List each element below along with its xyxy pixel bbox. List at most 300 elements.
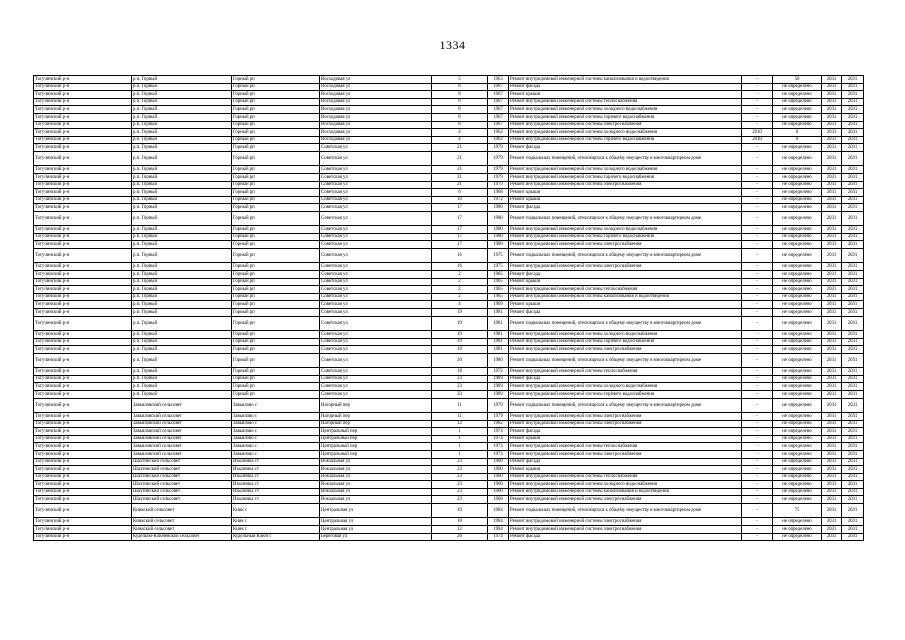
plan-start-cell: 2031 — [822, 473, 842, 481]
municipality-cell: р.п. Горный — [132, 241, 232, 249]
work-type-cell: Ремонт внутридомовой инженерной системы горячего водоснабжения — [509, 390, 742, 398]
settlement-cell: Горный рп — [232, 151, 320, 165]
district-cell: Тогучинский р-н — [34, 204, 132, 212]
last-repair-year-cell: - — [742, 331, 773, 339]
district-cell: Тогучинский р-н — [34, 375, 132, 383]
wear-percent-cell: не определено — [773, 316, 822, 330]
plan-start-cell: 2031 — [822, 211, 842, 225]
build-year-cell: 1981 — [488, 346, 509, 354]
work-type-cell: Ремонт внутридомовой инженерной системы электроснабжения — [509, 346, 742, 354]
house-number-cell: 23 — [432, 458, 488, 466]
street-cell: Советская ул — [320, 249, 432, 263]
plan-end-cell: 2031 — [842, 338, 864, 346]
wear-percent-cell: не определено — [773, 263, 822, 271]
plan-start-cell: 2031 — [822, 533, 842, 541]
last-repair-year-cell: - — [742, 443, 773, 451]
build-year-cell: 1960 — [488, 458, 509, 466]
district-cell: Тогучинский р-н — [34, 466, 132, 474]
wear-percent-cell: не определено — [773, 211, 822, 225]
last-repair-year-cell: - — [742, 496, 773, 504]
district-cell: Тогучинский р-н — [34, 249, 132, 263]
table-row — [34, 106, 864, 114]
table-row — [34, 466, 864, 474]
district-cell: Тогучинский р-н — [34, 166, 132, 174]
last-repair-year-cell: - — [742, 353, 773, 367]
last-repair-year-cell: - — [742, 151, 773, 165]
settlement-cell: Горный рп — [232, 233, 320, 241]
municipality-cell: р.п. Горный — [132, 338, 232, 346]
district-cell: Тогучинский р-н — [34, 286, 132, 294]
street-cell: Советская ул — [320, 196, 432, 204]
municipality-cell: р.п. Горный — [132, 271, 232, 279]
work-type-cell: Ремонт внутридомовой инженерной системы холодного водоснабжения — [509, 331, 742, 339]
plan-start-cell: 2031 — [822, 435, 842, 443]
work-type-cell: Ремонт фасада — [509, 144, 742, 152]
plan-start-cell: 2031 — [822, 106, 842, 114]
street-cell: Советская ул — [320, 241, 432, 249]
work-type-cell: Ремонт фасада — [509, 533, 742, 541]
plan-end-cell: 2031 — [842, 241, 864, 249]
table-row — [34, 518, 864, 526]
table-row — [34, 91, 864, 99]
build-year-cell: 1979 — [488, 412, 509, 420]
wear-percent-cell: не определено — [773, 278, 822, 286]
street-cell: Советская ул — [320, 368, 432, 376]
house-number-cell: 19 — [432, 338, 488, 346]
last-repair-year-cell: - — [742, 346, 773, 354]
settlement-cell: Горный рп — [232, 301, 320, 309]
wear-percent-cell: не определено — [773, 481, 822, 489]
district-cell: Тогучинский р-н — [34, 504, 132, 518]
settlement-cell: Горный рп — [232, 129, 320, 137]
wear-percent-cell: не определено — [773, 121, 822, 129]
work-type-cell: Ремонт подвальных помещений, относящихся к общему имуществу в многоквартирном доме — [509, 151, 742, 165]
work-type-cell: Ремонт внутридомовой инженерной системы электроснабжения — [509, 450, 742, 458]
plan-start-cell: 2031 — [822, 488, 842, 496]
plan-end-cell: 2031 — [842, 488, 864, 496]
house-number-cell: 2 — [432, 271, 488, 279]
settlement-cell: Горный рп — [232, 309, 320, 317]
plan-end-cell: 2031 — [842, 331, 864, 339]
settlement-cell: Горный рп — [232, 144, 320, 152]
plan-end-cell: 2031 — [842, 458, 864, 466]
district-cell: Тогучинский р-н — [34, 121, 132, 129]
street-cell: Вокзальная ул — [320, 488, 432, 496]
municipality-cell: р.п. Горный — [132, 249, 232, 263]
plan-end-cell: 2031 — [842, 375, 864, 383]
municipality-cell: р.п. Горный — [132, 331, 232, 339]
build-year-cell: 1980 — [488, 226, 509, 234]
last-repair-year-cell: - — [742, 286, 773, 294]
house-number-cell: 10 — [432, 518, 488, 526]
build-year-cell: 1960 — [488, 481, 509, 489]
house-number-cell: 16 — [432, 263, 488, 271]
plan-start-cell: 2031 — [822, 428, 842, 436]
build-year-cell: 1979 — [488, 173, 509, 181]
plan-end-cell: 2031 — [842, 204, 864, 212]
table-row — [34, 481, 864, 489]
plan-start-cell: 2031 — [822, 196, 842, 204]
last-repair-year-cell: - — [742, 412, 773, 420]
house-number-cell: 4 — [432, 136, 488, 144]
house-number-cell: 21 — [432, 166, 488, 174]
work-type-cell: Ремонт внутридомовой инженерной системы горячего водоснабжения — [509, 338, 742, 346]
street-cell: Советская ул — [320, 166, 432, 174]
plan-start-cell: 2031 — [822, 518, 842, 526]
last-repair-year-cell: - — [742, 301, 773, 309]
table-row — [34, 226, 864, 234]
wear-percent-cell: не определено — [773, 106, 822, 114]
plan-start-cell: 2031 — [822, 346, 842, 354]
last-repair-year-cell: - — [742, 204, 773, 212]
plan-start-cell: 2031 — [822, 129, 842, 137]
plan-end-cell: 2031 — [842, 113, 864, 121]
settlement-cell: Кудельный Ключ с — [232, 533, 320, 541]
wear-percent-cell: не определено — [773, 533, 822, 541]
plan-start-cell: 2031 — [822, 309, 842, 317]
district-cell: Тогучинский р-н — [34, 458, 132, 466]
house-number-cell: 2 — [432, 278, 488, 286]
plan-start-cell: 2031 — [822, 91, 842, 99]
table-row — [34, 196, 864, 204]
house-number-cell: 21 — [432, 181, 488, 189]
wear-percent-cell: не определено — [773, 488, 822, 496]
build-year-cell: 1980 — [488, 211, 509, 225]
house-number-cell: 19 — [432, 309, 488, 317]
street-cell: Советская ул — [320, 173, 432, 181]
table-row — [34, 278, 864, 286]
wear-percent-cell: не определено — [773, 458, 822, 466]
work-type-cell: Ремонт подвальных помещений, относящихся к общему имуществу в многоквартирном доме — [509, 211, 742, 225]
plan-end-cell: 2031 — [842, 316, 864, 330]
street-cell: Нагорный пер — [320, 420, 432, 428]
plan-start-cell: 2031 — [822, 83, 842, 91]
plan-start-cell: 2031 — [822, 113, 842, 121]
build-year-cell: 1969 — [488, 301, 509, 309]
municipality-cell: Завьяловский сельсовет — [132, 420, 232, 428]
street-cell: Вокзальная ул — [320, 496, 432, 504]
work-type-cell: Ремонт фасада — [509, 309, 742, 317]
municipality-cell: Шахтинский сельсовет — [132, 466, 232, 474]
build-year-cell: 1960 — [488, 488, 509, 496]
build-year-cell: 1967 — [488, 106, 509, 114]
district-cell: Тогучинский р-н — [34, 533, 132, 541]
house-number-cell: 11 — [432, 398, 488, 412]
settlement-cell: Горный рп — [232, 113, 320, 121]
settlement-cell: Изылинка ст — [232, 481, 320, 489]
wear-percent-cell: не определено — [773, 443, 822, 451]
plan-start-cell: 2031 — [822, 249, 842, 263]
house-number-cell: 19 — [432, 346, 488, 354]
plan-start-cell: 2031 — [822, 121, 842, 129]
municipality-cell: р.п. Горный — [132, 106, 232, 114]
municipality-cell: р.п. Горный — [132, 76, 232, 84]
work-type-cell: Ремонт внутридомовой инженерной системы холодного водоснабжения — [509, 166, 742, 174]
work-type-cell: Ремонт подвальных помещений, относящихся к общему имуществу в многоквартирном доме — [509, 316, 742, 330]
house-number-cell: 23 — [432, 390, 488, 398]
settlement-cell: Изылинка ст — [232, 496, 320, 504]
district-cell: Тогучинский р-н — [34, 331, 132, 339]
work-type-cell: Ремонт внутридомовой инженерной системы холодного водоснабжения — [509, 226, 742, 234]
settlement-cell: Горный рп — [232, 346, 320, 354]
work-type-cell: Ремонт внутридомовой инженерной системы электроснабжения — [509, 263, 742, 271]
last-repair-year-cell: - — [742, 533, 773, 541]
house-number-cell: 4 — [432, 129, 488, 137]
build-year-cell: 1965 — [488, 271, 509, 279]
house-number-cell: 8 — [432, 113, 488, 121]
build-year-cell: 1963 — [488, 76, 509, 84]
table-row — [34, 504, 864, 518]
plan-start-cell: 2031 — [822, 481, 842, 489]
district-cell: Тогучинский р-н — [34, 428, 132, 436]
street-cell: Советская ул — [320, 293, 432, 301]
district-cell: Тогучинский р-н — [34, 316, 132, 330]
street-cell: Центральный пер — [320, 435, 432, 443]
street-cell: Советская ул — [320, 390, 432, 398]
build-year-cell: 1962 — [488, 136, 509, 144]
settlement-cell: Киик с — [232, 504, 320, 518]
plan-end-cell: 2031 — [842, 83, 864, 91]
plan-start-cell: 2031 — [822, 526, 842, 534]
municipality-cell: р.п. Горный — [132, 233, 232, 241]
settlement-cell: Горный рп — [232, 241, 320, 249]
work-type-cell: Ремонт фасада — [509, 458, 742, 466]
work-type-cell: Ремонт внутридомовой инженерной системы канализования и водоотведения — [509, 293, 742, 301]
settlement-cell: Горный рп — [232, 271, 320, 279]
street-cell: Восходовая ул — [320, 98, 432, 106]
plan-end-cell: 2031 — [842, 412, 864, 420]
plan-end-cell: 2031 — [842, 144, 864, 152]
plan-start-cell: 2031 — [822, 286, 842, 294]
house-number-cell: 17 — [432, 226, 488, 234]
street-cell: Советская ул — [320, 331, 432, 339]
plan-end-cell: 2031 — [842, 91, 864, 99]
house-number-cell: 16 — [432, 249, 488, 263]
build-year-cell: 1980 — [488, 241, 509, 249]
plan-end-cell: 2031 — [842, 129, 864, 137]
street-cell: Восходовая ул — [320, 136, 432, 144]
settlement-cell: Горный рп — [232, 263, 320, 271]
build-year-cell: 1984 — [488, 526, 509, 534]
plan-end-cell: 2031 — [842, 76, 864, 84]
district-cell: Тогучинский р-н — [34, 189, 132, 197]
last-repair-year-cell: - — [742, 144, 773, 152]
plan-end-cell: 2031 — [842, 263, 864, 271]
street-cell: Советская ул — [320, 144, 432, 152]
work-type-cell: Ремонт крыши — [509, 278, 742, 286]
municipality-cell: Шахтинский сельсовет — [132, 488, 232, 496]
table-row — [34, 166, 864, 174]
wear-percent-cell: не определено — [773, 450, 822, 458]
plan-end-cell: 2031 — [842, 233, 864, 241]
work-type-cell: Ремонт внутридомовой инженерной системы теплоснабжения — [509, 443, 742, 451]
build-year-cell: 1974 — [488, 443, 509, 451]
district-cell: Тогучинский р-н — [34, 211, 132, 225]
municipality-cell: р.п. Горный — [132, 181, 232, 189]
wear-percent-cell: не определено — [773, 271, 822, 279]
table-row — [34, 458, 864, 466]
work-type-cell: Ремонт внутридомовой инженерной системы теплоснабжения — [509, 473, 742, 481]
plan-end-cell: 2031 — [842, 181, 864, 189]
plan-end-cell: 2031 — [842, 473, 864, 481]
district-cell: Тогучинский р-н — [34, 390, 132, 398]
build-year-cell: 1960 — [488, 496, 509, 504]
municipality-cell: р.п. Горный — [132, 390, 232, 398]
wear-percent-cell: не определено — [773, 166, 822, 174]
house-number-cell: 12 — [432, 526, 488, 534]
build-year-cell: 1975 — [488, 263, 509, 271]
municipality-cell: р.п. Горный — [132, 196, 232, 204]
settlement-cell: Горный рп — [232, 338, 320, 346]
plan-start-cell: 2031 — [822, 504, 842, 518]
wear-percent-cell: не определено — [773, 309, 822, 317]
district-cell: Тогучинский р-н — [34, 398, 132, 412]
plan-end-cell: 2031 — [842, 481, 864, 489]
build-year-cell: 1974 — [488, 533, 509, 541]
work-type-cell: Ремонт крыши — [509, 91, 742, 99]
house-number-cell: 8 — [432, 91, 488, 99]
table-row — [34, 233, 864, 241]
plan-start-cell: 2031 — [822, 338, 842, 346]
plan-end-cell: 2031 — [842, 166, 864, 174]
district-cell: Тогучинский р-н — [34, 233, 132, 241]
table-row — [34, 383, 864, 391]
house-number-cell: 2 — [432, 293, 488, 301]
last-repair-year-cell: - — [742, 435, 773, 443]
plan-start-cell: 2031 — [822, 331, 842, 339]
plan-start-cell: 2031 — [822, 412, 842, 420]
work-type-cell: Ремонт внутридомовой инженерной системы горячего водоснабжения — [509, 173, 742, 181]
municipality-cell: Шахтинский сельсовет — [132, 496, 232, 504]
wear-percent-cell: не определено — [773, 286, 822, 294]
plan-end-cell: 2031 — [842, 346, 864, 354]
last-repair-year-cell: - — [742, 241, 773, 249]
district-cell: Тогучинский р-н — [34, 383, 132, 391]
settlement-cell: Горный рп — [232, 249, 320, 263]
settlement-cell: Изылинка ст — [232, 458, 320, 466]
work-type-cell: Ремонт фасада — [509, 271, 742, 279]
municipality-cell: р.п. Горный — [132, 226, 232, 234]
table-row — [34, 398, 864, 412]
last-repair-year-cell: - — [742, 83, 773, 91]
plan-end-cell: 2031 — [842, 301, 864, 309]
house-number-cell: 23 — [432, 488, 488, 496]
build-year-cell: 1974 — [488, 435, 509, 443]
plan-start-cell: 2031 — [822, 420, 842, 428]
plan-start-cell: 2031 — [822, 278, 842, 286]
last-repair-year-cell: - — [742, 278, 773, 286]
work-type-cell: Ремонт внутридомовой инженерной системы горячего водоснабжения — [509, 136, 742, 144]
last-repair-year-cell: - — [742, 309, 773, 317]
wear-percent-cell: не определено — [773, 151, 822, 165]
work-type-cell: Ремонт внутридомовой инженерной системы горячего водоснабжения — [509, 113, 742, 121]
district-cell: Тогучинский р-н — [34, 136, 132, 144]
work-type-cell: Ремонт подвальных помещений, относящихся к общему имуществу в многоквартирном доме — [509, 398, 742, 412]
settlement-cell: Киик с — [232, 526, 320, 534]
settlement-cell: Завьялово с — [232, 450, 320, 458]
build-year-cell: 1989 — [488, 383, 509, 391]
plan-start-cell: 2031 — [822, 443, 842, 451]
house-number-cell: 8 — [432, 121, 488, 129]
build-year-cell: 1967 — [488, 83, 509, 91]
municipality-cell: Завьяловский сельсовет — [132, 398, 232, 412]
district-cell: Тогучинский р-н — [34, 106, 132, 114]
house-number-cell: 23 — [432, 375, 488, 383]
wear-percent-cell: не определено — [773, 113, 822, 121]
house-number-cell: 5 — [432, 76, 488, 84]
last-repair-year-cell: - — [742, 166, 773, 174]
municipality-cell: р.п. Горный — [132, 309, 232, 317]
house-number-cell: 18 — [432, 368, 488, 376]
table-row — [34, 173, 864, 181]
work-type-cell: Ремонт внутридомовой инженерной системы канализования и водоотведения — [509, 488, 742, 496]
table-row — [34, 151, 864, 165]
wear-percent-cell: не определено — [773, 383, 822, 391]
build-year-cell: 1980 — [488, 353, 509, 367]
table-row — [34, 331, 864, 339]
house-number-cell: 23 — [432, 481, 488, 489]
build-year-cell: 1965 — [488, 286, 509, 294]
district-cell: Тогучинский р-н — [34, 129, 132, 137]
table-row — [34, 353, 864, 367]
municipality-cell: р.п. Горный — [132, 91, 232, 99]
last-repair-year-cell: - — [742, 390, 773, 398]
municipality-cell: р.п. Горный — [132, 278, 232, 286]
last-repair-year-cell: - — [742, 383, 773, 391]
plan-start-cell: 2031 — [822, 226, 842, 234]
plan-end-cell: 2031 — [842, 353, 864, 367]
municipality-cell: Шахтинский сельсовет — [132, 481, 232, 489]
table-row — [34, 473, 864, 481]
settlement-cell: Горный рп — [232, 76, 320, 84]
table-row — [34, 346, 864, 354]
plan-start-cell: 2031 — [822, 353, 842, 367]
municipality-cell: Киикский сельсовет — [132, 504, 232, 518]
wear-percent-cell: не определено — [773, 526, 822, 534]
municipality-cell: р.п. Горный — [132, 286, 232, 294]
plan-end-cell: 2031 — [842, 151, 864, 165]
work-type-cell: Ремонт внутридомовой инженерной системы электроснабжения — [509, 518, 742, 526]
street-cell: Советская ул — [320, 278, 432, 286]
street-cell: Советская ул — [320, 383, 432, 391]
street-cell: Вокзальная ул — [320, 473, 432, 481]
last-repair-year-cell: - — [742, 458, 773, 466]
settlement-cell: Горный рп — [232, 204, 320, 212]
house-number-cell: 23 — [432, 473, 488, 481]
table-row — [34, 241, 864, 249]
plan-end-cell: 2031 — [842, 278, 864, 286]
last-repair-year-cell: - — [742, 518, 773, 526]
last-repair-year-cell: - — [742, 263, 773, 271]
table-row — [34, 526, 864, 534]
district-cell: Тогучинский р-н — [34, 473, 132, 481]
wear-percent-cell: не определено — [773, 189, 822, 197]
settlement-cell: Завьялово с — [232, 420, 320, 428]
street-cell: Вокзальная ул — [320, 481, 432, 489]
municipality-cell: р.п. Горный — [132, 136, 232, 144]
street-cell: Центральная ул — [320, 526, 432, 534]
district-cell: Тогучинский р-н — [34, 91, 132, 99]
street-cell: Восходовая ул — [320, 129, 432, 137]
work-type-cell: Ремонт фасада — [509, 204, 742, 212]
plan-end-cell: 2031 — [842, 533, 864, 541]
plan-end-cell: 2031 — [842, 189, 864, 197]
settlement-cell: Горный рп — [232, 286, 320, 294]
table-row — [34, 443, 864, 451]
street-cell: Береговая ул — [320, 533, 432, 541]
work-type-cell: Ремонт внутридомовой инженерной системы холодного водоснабжения — [509, 129, 742, 137]
last-repair-year-cell: 2010 — [742, 129, 773, 137]
